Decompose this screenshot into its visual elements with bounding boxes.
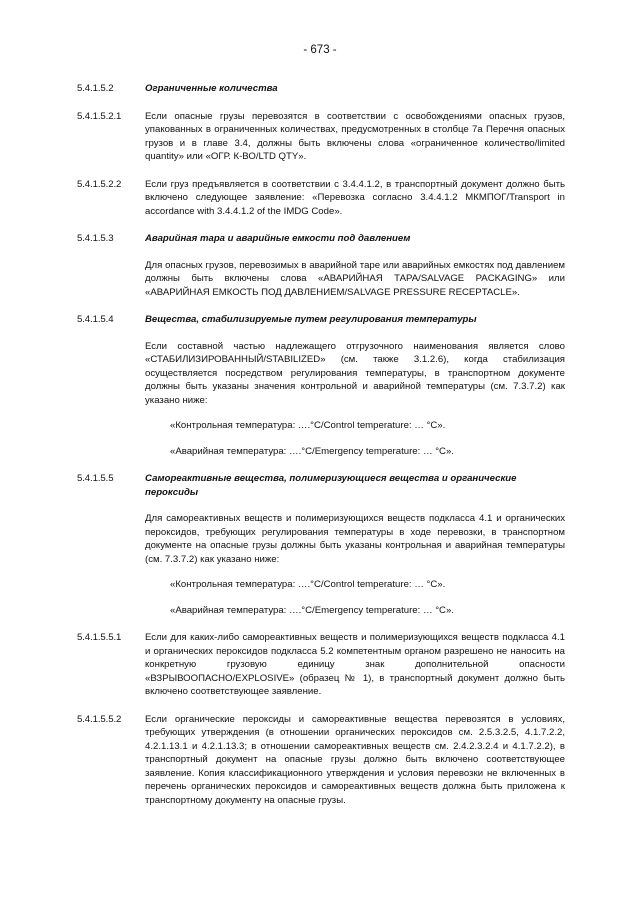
section-heading: Ограниченные количества	[145, 83, 278, 94]
section-5-4-1-5-2	[0, 82, 640, 96]
section-heading: Аварийная тара и аварийные емкости под давлением	[145, 233, 411, 244]
control-temperature-line: «Контрольная температура: ….°C/Control temperature: … °C».	[170, 579, 446, 590]
section-5-4-1-5-2-1	[0, 110, 640, 164]
emergency-temperature-line: «Аварийная температура: ….°C/Emergency temperature: … °C».	[170, 445, 454, 457]
section-number: 5.4.1.5.2.2	[77, 178, 122, 190]
section-5-4-1-5-4	[0, 313, 640, 458]
section-paragraph: Если органические пероксиды и самореактивные вещества перевозятся в условиях, требующих утверждения (в отношении органических пероксидов см. 2.5.3.2.5, 4.1.7.2.2, 4.2.1.13.1 и 4.2.1.13.3; в отношении самореактивных веществ см. 2.4.2.3.2.4 и 4.1.7.2.2), в транспортный документ на опасные грузы должно быть включено соответствующее заявление. Копия классификационного утверждения и условия перевозки не включенных в перечень органических пероксидов и самореактивных веществ должна быть приложена к транспортному документу на опасные грузы.	[145, 713, 565, 806]
section-5-4-1-5-5-1	[0, 631, 640, 699]
section-paragraph: Для самореактивных веществ и полимеризующихся веществ подкласса 4.1 и органических пероксидов, требующих регулирования температуры в ходе перевозки, в транспортном документе на опасные грузы должны быть указаны контрольная и аварийная температуры (см. 7.3.7.2) как указано ниже:	[145, 513, 565, 565]
page-number: - 673 -	[303, 44, 337, 56]
document-body	[0, 82, 640, 821]
section-5-4-1-5-5	[0, 472, 640, 617]
section-paragraph: Для опасных грузов, перевозимых в аварийной таре или аварийных емкостях под давлением должны быть включены слова «АВАРИЙНАЯ ТАРА/SALVAGE PACKAGING» или «АВАРИЙНАЯ ЕМКОСТЬ ПОД ДАВЛЕНИЕМ/SALVAGE PRESSURE RECEPTACLE».	[145, 259, 565, 298]
section-paragraph: Если опасные грузы перевозятся в соответствии с освобождениями опасных грузов, упакованных в ограниченных количествах, предусмотренных в столбце 7a Перечня опасных грузов и в главе 3.4, должны быть включены слова «ограниченное количество/limited quantity» или «ОГР. К-ВО/LTD QTY».	[145, 110, 565, 162]
section-number: 5.4.1.5.3	[77, 233, 114, 244]
section-paragraph: Если составной частью надлежащего отгрузочного наименования является слово «СТАБИЛИЗИРОВАННЫЙ/STABILIZED» (см. также 3.1.2.6), когда стабилизация осуществляется посредством регулирования температуры, в транспортном документе должны быть указаны значения контрольной и аварийной температуры (см. 7.3.7.2) как указано ниже:	[145, 340, 565, 406]
control-temperature-line: «Контрольная температура: ….°C/Control temperature: … °C».	[170, 420, 446, 431]
section-number: 5.4.1.5.2	[77, 83, 114, 94]
section-number: 5.4.1.5.4	[77, 314, 114, 325]
section-5-4-1-5-5-2	[0, 713, 640, 808]
section-paragraph: Если груз предъявляется в соответствии с 3.4.4.1.2, в транспортный документ должно быть включено следующее заявление: «Перевозка согласно 3.4.4.1.2 МКМПОГ/Transport in accordance with 3.4.4.1.2 of the IMDG Code».	[145, 178, 565, 217]
section-number: 5.4.1.5.5.2	[77, 713, 122, 725]
section-heading: Вещества, стабилизируемые путем регулирования температуры	[145, 314, 477, 325]
emergency-temperature-line: «Аварийная температура: ….°C/Emergency temperature: … °C».	[170, 604, 454, 616]
section-paragraph: Если для каких-либо самореактивных веществ и полимеризующихся веществ подкласса 4.1 и органических пероксидов подкласса 5.2 компетентным органом разрешено не наносить на конкретную грузовую единицу знак дополнительной опасности «ВЗРЫВООПАСНО/EXPLOSIVE» (образец № 1), в транспортный документ должно быть включено соответствующее заявление.	[145, 632, 565, 697]
section-number: 5.4.1.5.5	[77, 473, 114, 484]
section-heading: Самореактивные вещества, полимеризующиеся вещества и органические пероксиды	[145, 473, 517, 498]
section-number: 5.4.1.5.2.1	[77, 110, 122, 122]
section-number: 5.4.1.5.5.1	[77, 632, 122, 643]
section-5-4-1-5-3	[0, 232, 640, 299]
section-5-4-1-5-2-2	[0, 178, 640, 219]
